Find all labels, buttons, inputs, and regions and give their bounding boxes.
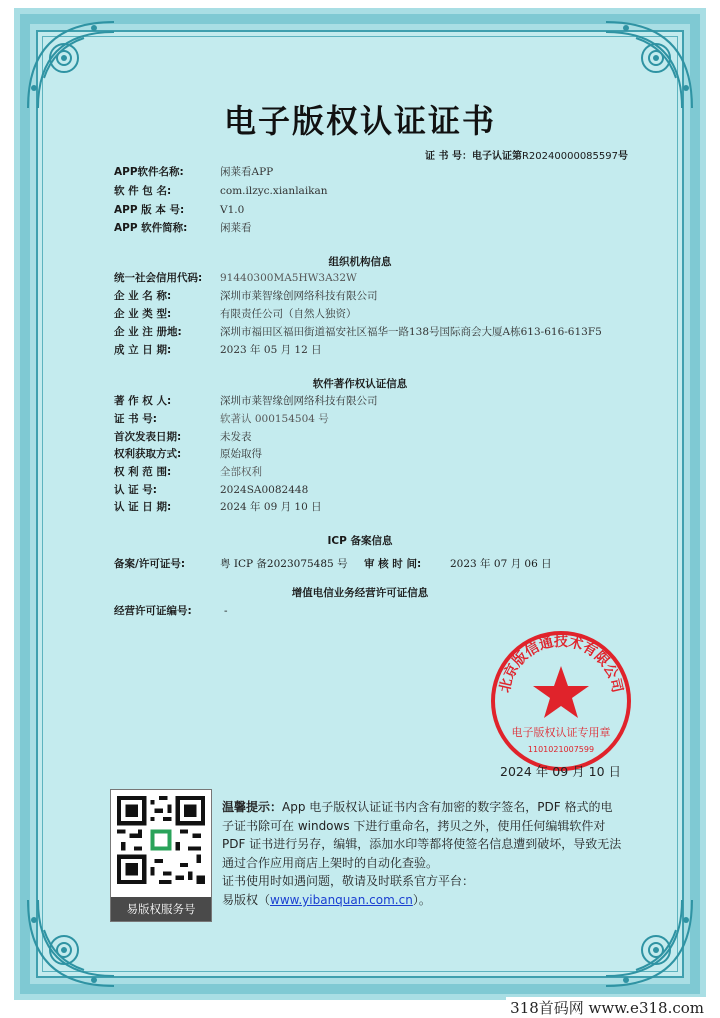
icp-license-label: 备案/许可证号: bbox=[114, 558, 186, 570]
field-label: 成 立 日 期: bbox=[114, 344, 172, 356]
certificate-title: 电子版权认证证书 bbox=[223, 102, 496, 140]
field-label: 首次发表日期: bbox=[114, 431, 182, 443]
certificate-number-value: R20240000085597 bbox=[521, 151, 618, 162]
seal-date: 2024 年 09 月 10 日 bbox=[500, 764, 621, 779]
field-label: 证 书 号: bbox=[114, 413, 158, 425]
field-label: APP 软件简称: bbox=[114, 222, 188, 234]
seal-text: 北京版信通技术有限公司 bbox=[497, 633, 625, 695]
field-value: 2024 年 09 月 10 日 bbox=[220, 501, 322, 513]
notice-line-2: 证书使用时如遇问题，敬请及时联系官方平台： bbox=[222, 874, 475, 889]
field-value: 深圳市莱智缘创网络科技有限公司 bbox=[220, 395, 378, 407]
icp-license-value: 粤 ICP 备2023075485 号 bbox=[220, 558, 348, 570]
vat-section-heading: 增值电信业务经营许可证信息 bbox=[291, 587, 429, 599]
field-label: 认 证 日 期: bbox=[114, 501, 172, 513]
field-label: 软 件 包 名: bbox=[114, 185, 172, 197]
notice-text-block bbox=[222, 798, 622, 910]
yibanquan-link[interactable]: www.yibanquan.com.cn bbox=[270, 892, 413, 907]
field-label: 企 业 类 型: bbox=[114, 308, 172, 320]
notice-suffix: ）。 bbox=[412, 892, 431, 907]
field-label: 企 业 名 称: bbox=[114, 290, 172, 302]
certificate bbox=[14, 8, 706, 1000]
field-label: 认 证 号: bbox=[114, 484, 158, 496]
field-value: 未发表 bbox=[220, 431, 252, 443]
notice-body: App 电子版权认证证书内含有加密的数字签名，PDF 格式的电子证书除可在 windows 下进行重命名，拷贝之外，使用任何编辑软件对 PDF 证书进行另存，编辑，添加水印等都将使签名信息遭到破坏，导致无法通过合作应用商店上架时的自动化查验。 bbox=[222, 800, 622, 870]
field-value: 深圳市莱智缘创网络科技有限公司 bbox=[220, 290, 378, 302]
field-label: APP软件名称: bbox=[114, 166, 184, 178]
field-value: com.ilzyc.xianlaikan bbox=[220, 185, 328, 197]
vat-license-value: - bbox=[224, 605, 228, 617]
corner-ornament-icon bbox=[24, 894, 120, 990]
seal-subtext: 电子版权认证专用章 bbox=[511, 726, 611, 739]
field-label: APP 版 本 号: bbox=[114, 204, 185, 216]
field-value: 闲莱看 bbox=[220, 222, 252, 234]
field-value: 软著认 000154504 号 bbox=[220, 413, 329, 425]
vat-license-label: 经营许可证编号: bbox=[114, 605, 192, 617]
field-value: 2024SA0082448 bbox=[220, 484, 309, 496]
site-watermark: 318首码网 www.e318.com bbox=[506, 997, 708, 1018]
official-seal-icon bbox=[488, 628, 634, 774]
field-label: 统一社会信用代码: bbox=[114, 272, 203, 284]
field-value: 有限责任公司（自然人独资） bbox=[220, 308, 357, 320]
software-section-heading: 软件著作权认证信息 bbox=[312, 378, 408, 390]
field-value: 91440300MA5HW3A32W bbox=[220, 272, 357, 284]
certificate-number-suffix: 号 bbox=[618, 151, 628, 162]
field-label: 企 业 注 册地: bbox=[114, 326, 182, 338]
field-label: 著 作 权 人: bbox=[114, 395, 172, 407]
icp-review-value: 2023 年 07 月 06 日 bbox=[450, 558, 552, 570]
field-value: 全部权利 bbox=[220, 466, 262, 478]
icp-section-heading: ICP 备案信息 bbox=[327, 535, 393, 547]
field-value: 2023 年 05 月 12 日 bbox=[220, 344, 322, 356]
field-value: 原始取得 bbox=[220, 448, 262, 460]
qr-code-icon bbox=[117, 796, 205, 884]
icp-review-label: 审 核 时 间: bbox=[364, 558, 422, 570]
field-value: 深圳市福田区福田街道福安社区福华一路138号国际商会大厦A栋613-616-613F5 bbox=[220, 326, 602, 338]
field-label: 权利获取方式: bbox=[114, 448, 182, 460]
certificate-number bbox=[425, 147, 628, 162]
certificate-number-label: 证 书 号：电子认证第 bbox=[425, 151, 522, 162]
qr-caption: 易版权服务号 bbox=[111, 897, 211, 921]
notice-label: 温馨提示： bbox=[222, 800, 283, 814]
field-value: V1.0 bbox=[220, 204, 245, 216]
org-section-heading: 组织机构信息 bbox=[328, 256, 392, 268]
seal-code: 1101021007599 bbox=[527, 745, 595, 754]
qr-code-panel bbox=[110, 789, 212, 922]
field-label: 权 利 范 围: bbox=[114, 466, 172, 478]
notice-prefix: 易版权（ bbox=[222, 892, 271, 907]
field-value: 闲莱看APP bbox=[220, 166, 274, 178]
